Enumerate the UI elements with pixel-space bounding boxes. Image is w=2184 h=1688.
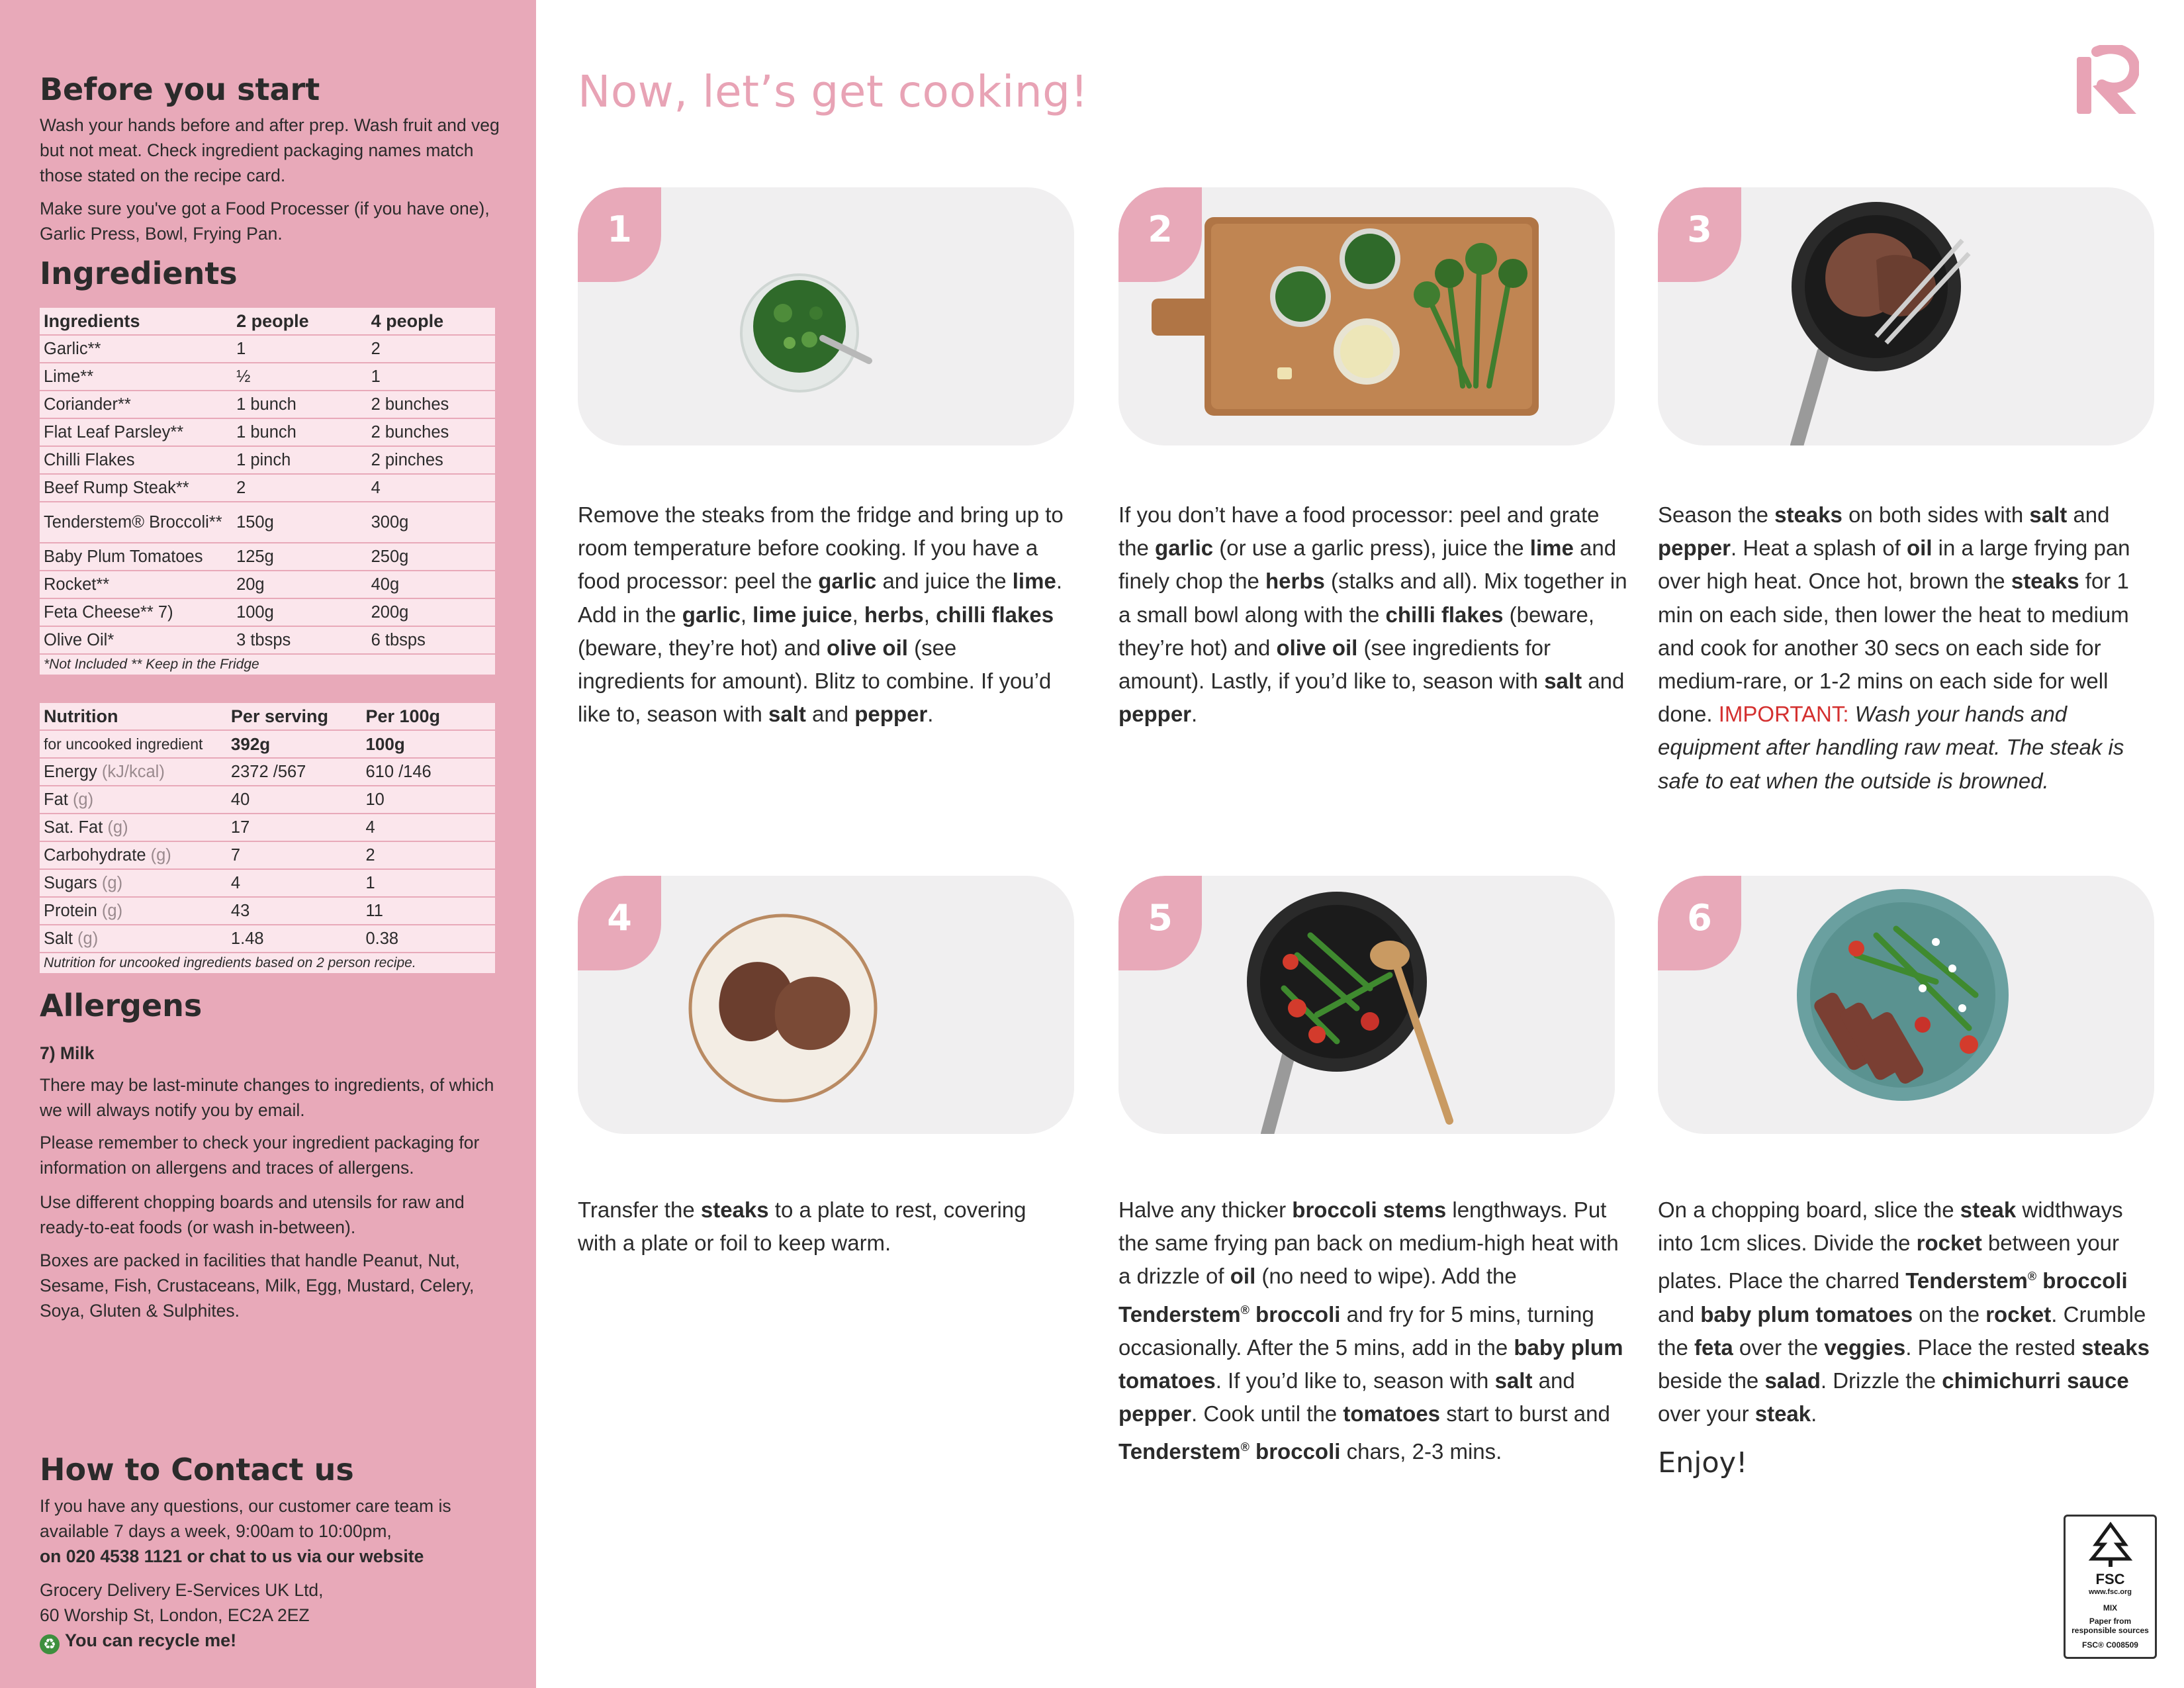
allergens-heading: Allergens [40,988,203,1023]
recycle-icon: ♻ [40,1634,60,1654]
recycle-note: ♻ You can recycle me! [40,1630,236,1654]
contact-heading: How to Contact us [40,1452,354,1487]
table-row: Feta Cheese** 7) 100g 200g [40,598,495,626]
table-row: Olive Oil* 3 tbsps 6 tbsps [40,626,495,654]
contact-phone: on 020 4538 1121 or chat to us via our website [40,1546,424,1566]
equipment-text: Make sure you've got a Food Processer (if you have one), Garlic Press, Bowl, Frying Pan. [40,199,490,244]
table-row: Chilli Flakes 1 pinch 2 pinches [40,446,495,474]
step-6-photo [1658,876,2154,1134]
table-row: Energy (kJ/kcal) 2372 /567 610 /146 [40,758,495,786]
step-number-badge: 6 [1658,876,1741,970]
allergen-item: 7) Milk [40,1043,95,1063]
step-number-badge: 2 [1118,187,1202,282]
step-3-text: Season the steaks on both sides with salt and pepper. Heat a splash of oil in a large frying pan over high heat. Once hot, brown the steaks for 1 min on each side, then lower the heat to medium and cook for another 30 secs on each side for medium-rare, or 1-2 mins on each side for well done. IMPORTANT: Wash your hands and equipment after handling raw meat. The steak is safe to eat when the outside is browned. [1658,502,2130,793]
step-3-photo [1658,187,2154,445]
ingredients-note: *Not Included ** Keep in the Fridge [40,654,495,675]
step-5-text: Halve any thicker broccoli stems lengthways. Put the same frying pan back on medium-high heat with a drizzle of oil (no need to wipe). Add the Tenderstem® broccoli and fry for 5 mins, turning occasionally. After the 5 mins, add in the baby plum tomatoes. If you’d like to, season with salt and pepper. Cook until the tomatoes start to burst and Tenderstem® broccoli chars, 2-3 mins. [1118,1197,1623,1464]
table-row: Fat (g) 40 10 [40,786,495,814]
fsc-mix: MIX [2103,1603,2118,1613]
table-row: Garlic** 1 2 [40,335,495,363]
ingredients-table [40,308,495,676]
table-row: Tenderstem® Broccoli** 150g 300g [40,502,495,543]
page-title: Now, let’s get cooking! [578,66,1089,117]
step-6-text: On a chopping board, slice the steak widthways into 1cm slices. Divide the rocket between your plates. Place the charred Tenderstem® broccoli and baby plum tomatoes on the rocket. Crumble the feta over the veggies. Place the rested steaks beside the salad. Drizzle the chimichurri sauce over your steak. [1658,1197,2150,1427]
allergen-text-4: Boxes are packed in facilities that handle Peanut, Nut, Sesame, Fish, Crustaceans, Milk, Egg, Mustard, Celery, Soya, Gluten & Sulphites. [40,1250,475,1321]
nutrition-table [40,703,495,974]
before-you-start-heading: Before you start [40,71,320,107]
table-row: Lime** ½ 1 [40,363,495,391]
nutrition-note: Nutrition for uncooked ingredients based on 2 person recipe. [40,953,495,974]
table-row: Beef Rump Steak** 2 4 [40,474,495,502]
table-row: Flat Leaf Parsley** 1 bunch 2 bunches [40,418,495,446]
fsc-code: FSC® C008509 [2082,1640,2138,1650]
ingredients-heading: Ingredients [40,256,238,291]
table-row: Carbohydrate (g) 7 2 [40,841,495,869]
table-row: Salt (g) 1.48 0.38 [40,925,495,953]
step-2-text: If you don’t have a food processor: peel and grate the garlic (or use a garlic press), juice the lime and finely chop the herbs (stalks and all). Mix together in a small bowl along with the chilli flakes (beware, they’re hot) and olive oil (see ingredients for amount). Lastly, if you’d like to, season with salt and pepper. [1118,502,1627,727]
step-4-text: Transfer the steaks to a plate to rest, covering with a plate or foil to keep warm. [578,1197,1026,1256]
sidebar [0,0,536,1688]
step-1-text: Remove the steaks from the fridge and bring up to room temperature before cooking. If you have a food processor: peel the garlic and juice the lime. Add in the garlic, lime juice, herbs, chilli flakes (beware, they’re hot) and olive oil (see ingredients for amount). Blitz to combine. If you’d like to, season with salt and pepper. [578,502,1064,727]
ingredients-table-header: Ingredients 2 people 4 people [40,308,495,335]
step-number-badge: 3 [1658,187,1741,282]
contact-text: If you have any questions, our customer care team is available 7 days a week, 9:00am to 10:00pm, on 020 4538 1121 or chat to us via our website [40,1496,451,1566]
fsc-tree-icon [2084,1522,2137,1568]
table-row: Rocket** 20g 40g [40,571,495,598]
step-5-photo [1118,876,1615,1134]
enjoy-text: Enjoy! [1658,1446,1748,1479]
table-row: Coriander** 1 bunch 2 bunches [40,391,495,418]
fsc-url: www.fsc.org [2089,1588,2132,1596]
step-2-photo [1118,187,1615,445]
fsc-line-2: responsible sources [2071,1626,2149,1635]
allergen-text-3: Use different chopping boards and utensils for raw and ready-to-eat foods (or wash in-between). [40,1192,465,1237]
nutrition-subheader: for uncooked ingredient 392g 100g [40,730,495,758]
allergen-text-2: Please remember to check your ingredient packaging for information on allergens and traces of allergens. [40,1133,480,1178]
table-row: Protein (g) 43 11 [40,897,495,925]
step-number-badge: 4 [578,876,661,970]
step-1-photo [578,187,1074,445]
brand-logo-icon [2073,45,2139,117]
table-row: Baby Plum Tomatoes 125g 250g [40,543,495,571]
step-4-photo [578,876,1074,1134]
before-you-start-text: Wash your hands before and after prep. Wash fruit and veg but not meat. Check ingredient packaging names match those stated on the recipe card. [40,115,500,185]
allergen-text-1: There may be last-minute changes to ingredients, of which we will always notify you by email. [40,1075,494,1120]
fsc-logo-text: FSC [2095,1571,2125,1587]
nutrition-table-header: Nutrition Per serving Per 100g [40,703,495,730]
fsc-line-1: Paper from [2089,1617,2132,1626]
table-row: Sat. Fat (g) 17 4 [40,814,495,841]
step-number-badge: 1 [578,187,661,282]
step-number-badge: 5 [1118,876,1202,970]
fsc-certification-badge [2064,1515,2157,1659]
table-row: Sugars (g) 4 1 [40,869,495,897]
address: Grocery Delivery E-Services UK Ltd, 60 Worship St, London, EC2A 2EZ [40,1580,324,1625]
